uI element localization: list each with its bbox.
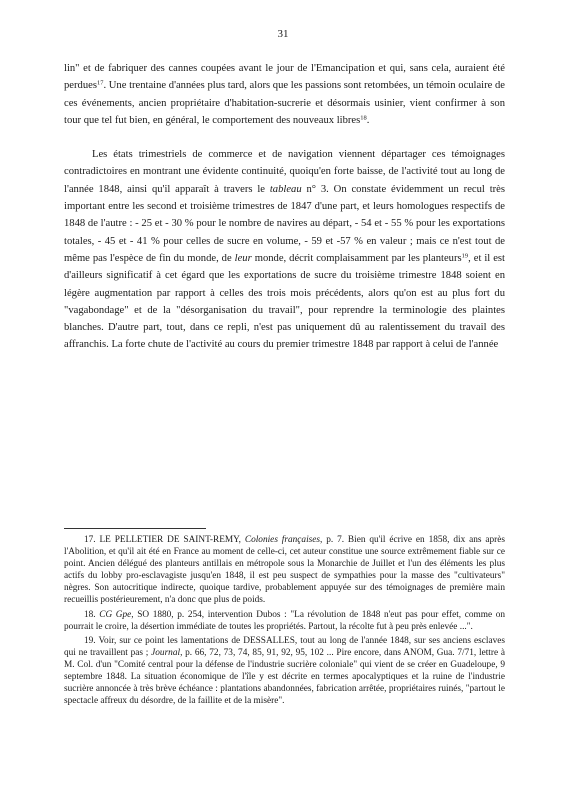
italic-text: leur xyxy=(234,252,252,264)
text-run: lin" et de fabriquer des cannes coupées avant le jour de l'Emancipation et qui, sans cela, auraient été perdues xyxy=(64,63,505,92)
footnote-ref: 18 xyxy=(360,114,367,122)
footnote-ref: 19 xyxy=(461,252,469,260)
footnote xyxy=(64,534,505,607)
page-number: 31 xyxy=(277,28,289,40)
footnote xyxy=(64,635,505,708)
footnotes xyxy=(64,534,505,709)
text-run: , p. 7. Bien qu'il écrive en 1858, dix ans après l'Abolition, et qu'il ait été en France au moment de celle-ci, cet auteur constitue une source extrêmement fiable sur ce point. Ancien délégué des planteurs antillais en métropole sous la Monarchie de Juillet et l'un des éléments les plus actifs du lobby pro-esclavagiste jusqu'en 1848, il est peu suspect de sympathies pour la masse des "cultivateurs" nègres. Son autocritique indirecte, quoique tardive, probablement appuyée sur des témoignages de première main recueillis postérieurement, n'a donc que plus de poids. xyxy=(64,535,505,606)
italic-text: CG Gpe xyxy=(99,609,132,620)
italic-text: tableau xyxy=(269,183,302,195)
text-run: . xyxy=(366,114,370,126)
text-run: . Une trentaine d'années plus tard, alors que les passions sont retombées, un témoin oculaire de ces événements, ancien propriétaire d'habitation-sucrerie et désormais usinier, vient confirmer à son tour que tel fut bien, en général, le comportement des nouveaux libres xyxy=(64,80,505,126)
text-run: Les états trimestriels de commerce et de navigation viennent départager ces témoignages contradictoires en montrant une évidente continuité, quoiqu'en forte baisse, de l'activité tout au long de l'année 1848, ainsi qu'il apparaît à travers le xyxy=(64,149,505,195)
paragraph xyxy=(64,60,505,129)
footnote xyxy=(64,609,505,633)
text-run: , et il est d'ailleurs significatif à cet égard que les exportations de sucre du troisième trimestre 1848 soient en légère augmentation par rapport à celles des trois mois précédents, alors qu'on est au plus fort du "vagabondage" et de la "désorganisation du travail", pour reprendre la terminologie des plaintes blanches. D'autre part, tout, dans ce repli, n'est pas uniquement dû au ralentissement du travail des affranchis. La forte chute de l'activité au cours du premier trimestre 1848 par rapport à celui de l'année xyxy=(64,252,505,351)
footnote-separator xyxy=(64,528,206,529)
italic-text: Journal xyxy=(151,647,181,658)
italic-text: Colonies françaises xyxy=(244,535,321,545)
text-run: 18. xyxy=(84,609,100,620)
text-run: 19. Voir, sur ce point les lamentations de DESSALLES, tout au long de l'année 1848, sur ses anciens esclaves qui ne travaillent pas ; xyxy=(64,635,505,658)
footnote-ref: 17 xyxy=(96,79,104,87)
text-run: monde, décrit complaisamment par les planteurs xyxy=(251,252,462,264)
text-run: 17. LE PELLETIER DE SAINT-REMY, xyxy=(84,535,245,545)
text-run: , SO 1880, p. 254, intervention Dubos : "La révolution de 1848 n'eut pas pour effet, comme on pourrait le croire, la désertion immédiate de toutes les propriétés. Partout, la récolte fut à peu près enlevée ...". xyxy=(64,609,506,632)
paragraph xyxy=(64,146,505,354)
text-run: n° 3. On constate évidemment un recul très important entre les second et troisième trimestres de 1847 d'une part, et leurs homologues respectifs de 1848 de l'autre : - 25 et - 30 % pour le nombre de navires au départ, - 54 et - 55 % pour les exportations totales, - 45 et - 41 % pour celles de sucre en volume, - 59 et -57 % en valeur ; mais ce n'est tout de même pas l'espèce de fin du monde, de xyxy=(64,183,505,264)
main-text xyxy=(64,60,505,354)
text-run: , p. 66, 72, 73, 74, 85, 91, 92, 95, 102 ... Pire encore, dans ANOM, Gua. 7/71, lettre à M. Col. d'un "Comité central pour la défense de l'industrie sucrière coloniale" qui vient de se créer en Guadeloupe, 9 septembre 1848. La situation économique de l'île y est décrite en termes apocalyptiques et la ruine de l'industrie sucrière annoncée à très brève échéance : plantations abandonnées, fabrication arrêtée, propriétaires ruinés, "partout le spectacle affreux du désordre, de la faillite et de la misère". xyxy=(64,647,505,707)
